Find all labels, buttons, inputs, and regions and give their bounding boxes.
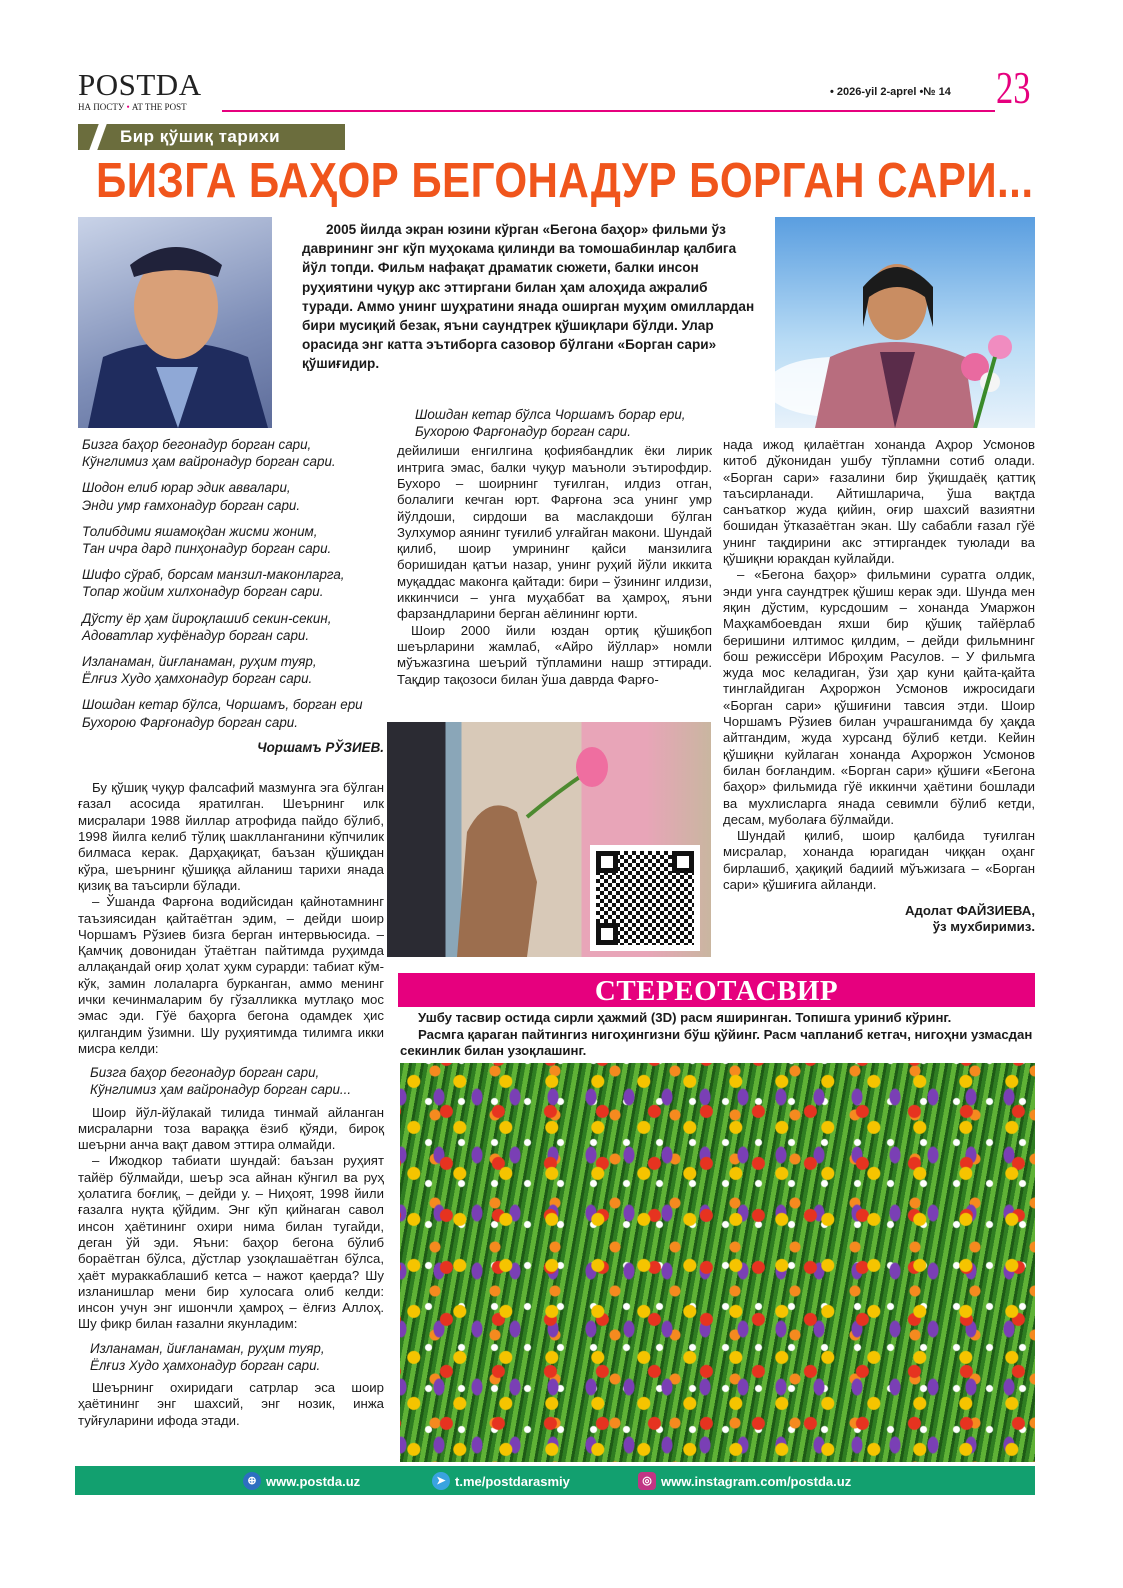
quote-line: Шошдан кетар бўлса Чоршамъ борар ери, [415,407,686,422]
newspaper-logo: POSTDA [78,67,202,102]
quote-line: Изланаман, йиғланаман, руҳим туяр, [90,1340,325,1356]
poem-line: Топар жойим хилхонадур борган сари. [82,584,324,600]
poem-stanza [82,436,384,470]
qr-code[interactable] [590,845,700,951]
poem-line: Шошдан кетар бўлса, Чоршамъ, борган ери [82,697,363,713]
author-byline [723,903,1035,935]
stereo-description [400,1010,1040,1060]
paragraph: Бу қўшиқ чуқур фалсафий мазмунга эга бўлган ғазал асосида яратилган. Шеърнинг илк мисралари 1988 йиллар атрофида пайдо бўлиб, 1998 йилга келиб тўлиқ шаклланганини кўпчилик билмаса керак. Дарҳақиқат, баъзан қўшиқдан кўра, шеърнинг қўшиққа айланиш тарихи янада қизиқ ва таъсирли бўлади. [78,780,384,893]
author-name: Адолат ФАЙЗИЕВА, [905,903,1035,919]
poem-line: Дўсту ёр ҳам йироқлашиб секин-секин, [82,610,332,626]
footer-bar [75,1466,1035,1495]
telegram-link[interactable] [432,1472,570,1490]
poem-line: Ёлғиз Худо ҳамхонадур борган сари. [82,671,313,687]
logo-sub-left: НА ПОСТУ [78,102,125,112]
quote [84,1064,384,1098]
section-rubric [78,124,345,150]
poem-line: Тан ичра дард пинҳонадур борган сари. [82,541,332,557]
telegram-label: t.me/postdarasmiy [455,1473,570,1489]
paragraph: Шеърнинг охиридаги сатрлар эса шоир ҳаётининг энг шахсий, энг нозик, инжа туйғуларини ифода этади. [78,1380,384,1428]
quote-line: Бухорою Фарғонадур борган сари. [415,424,631,440]
poem-line: Шифо сўраб, борсам манзил-маконларга, [82,567,345,583]
quote-line: Кўнглимиз ҳам вайронадур борган сари... [90,1082,352,1098]
telegram-icon: ➤ [432,1472,450,1490]
paragraph: – Ўшанда Фарғона водийсидан қайнотамнинг таъзиясидан қайтаётган эдим, – дейди шоир Чоршамъ Рўзиев бизга берган интервьюсида. – Қамчиқ довонидан ўтаётган пайтимда руҳимда аллақандай оғир ҳолат ҳукм сурарди: табиат кўм-кўк, замин лолаларга бурканган, аммо менинг ички кечинмаларим бу гўзалликка мутлақо мос эмас эди. Гўё баҳорга бегона одамдек ҳис қилгандим ўзимни. Шу руҳиятимда тилимга икки мисра келди: [78,894,384,1056]
logo-sub-dot: • [126,102,130,112]
poem-stanza [82,523,384,557]
page-number: 23 [996,62,1031,113]
middle-column [397,406,712,688]
poem-stanza [82,479,384,513]
poem-stanza [82,566,384,600]
paragraph: – «Бегона баҳор» фильмини суратга олдик, энди унга саундтрек қўшиш керак эди. Шунда мен яқин дўстим, курсдошим – хонанда Умаржон Маҳкамбоевдан яхши бир қўшиқ тайёрлаб беришини илтимос қилдим, – дейди фильмнинг бош режиссёри Иброҳим Расулов. – У фильмга жуда мос келадиган, ўзи ҳар куни қайта-қайта тинглайдиган Аҳроржон Усмонов ижросидаги «Борган сари» қўшиғини тавсия этди. Шоир Чоршамъ Рўзиев билан учрашганимда бу ҳақда айтгандим, жуда хурсанд бўлиб кетди. Кейин қўшиқни куйлаган хонанда Аҳроржон Усмонов билан боғландим. «Борган сари» қўшиғи «Бегона баҳор» фильмида гўё иккинчи ҳаётини бошлади ва мухлисларга янада севимли бўлиб кетди, десам, муболаға бўлмайди. [723,567,1035,827]
paragraph: Шоир йўл-йўлакай тилида тинмай айланган мисраларни тоза вараққа ёзиб қўяди, бироқ шеърни анча вақт давом эттира олмайди. [78,1104,384,1153]
quote-line: Ёлғиз Худо ҳамхонадур борган сари. [90,1357,321,1373]
paragraph: Расмга қараган пайтингиз нигоҳингизни бўш қўйинг. Расм чапланиб кетгач, нигоҳни узмасдан секинлик билан узоқлашинг. [400,1026,1033,1058]
stereogram-image [400,1063,1035,1462]
quote [84,1340,384,1374]
right-column [723,437,1035,935]
poem-line: Толибдими яшамоқдан жисми жоним, [82,523,318,539]
website-label: www.postda.uz [266,1473,361,1489]
poem-line: Бизга баҳор бегонадур борган сари, [82,437,312,452]
singer-photo [775,217,1035,428]
quote-line: Бизга баҳор бегонадур борган сари, [90,1065,320,1081]
poem-stanza [82,653,384,687]
logo-sub-right: AT THE POST [131,102,187,112]
paragraph: Шоир 2000 йили юздан ортиқ қўшиқбоп шеърларини жамлаб, «Айро йўллар» номли мўъжазгина шеърий тўпламини нашр эттиради. Тақдир тақозоси билан ўша даврда Фарғо- [397,622,712,687]
poet-illustration [78,217,272,428]
article-headline: БИЗГА БАҲОР БЕГОНАДУР БОРГАН САРИ... [96,154,1034,208]
paragraph: – Ижодкор табиати шундай: баъзан руҳият тайёр бўлмайди, шеър эса айнан кўнгил ва руҳ ҳолатига боғлиқ, – дейди у. – Ниҳоят, 1998 йили ғазалга нуқта қўйдим. Энг кўп қийнаган савол инсон ҳаётининг охири нима билан тугайди, деган ўй эди. Яъни: баҳор бегона бўлиб бораётган бўлса, дўстлар узоқлашаётган бўлса, ҳаёт мураккаблашиб кетса – нажот қаерда? Шу изланишлар мени бир хулосага олиб келди: инсон учун энг ишончли ҳамроҳ – ёлғиз Аллоҳ. Шу фикр билан ғазални якунладим: [78,1153,384,1332]
article-lead: 2005 йилда экран юзини кўрган «Бегона баҳор» фильми ўз даврининг энг кўп муҳокама қилинди ва томошабинлар қалбига йўл топди. Фильм нафақат драматик сюжети, балки инсон руҳиятини чуқур акс эттиргани билан ҳам алоҳида ажралиб туради. Аммо унинг шуҳратини янада оширган муҳим омиллардан бири мусиқий безак, яъни саундтрек қўшиқлари бўлди. Улар орасида энг катта эътиборга сазовор бўлгани «Борган сари» қўшиғидир. [302,222,755,372]
stereo-banner: СТЕРЕОТАСВИР [398,973,1035,1007]
author-role: ўз мухбиримиз. [932,919,1035,935]
poem-line: Изланаман, йиғланаман, руҳим туяр, [82,654,317,670]
paragraph: Ушбу тасвир остида сирли ҳажмий (3D) расм яширинган. Топишга уриниб кўринг. [418,1010,952,1025]
tulip-photo [387,722,711,957]
issue-date: • 2026-yil 2-aprel •№ 14 [830,86,951,98]
poem-author: Чоршамъ РЎЗИЕВ. [257,739,384,755]
website-link[interactable] [243,1472,360,1490]
poem-line: Кўнглимиз ҳам вайронадур борган сари. [82,454,336,470]
left-column [78,436,384,1429]
instagram-label: www.instagram.com/postda.uz [661,1473,852,1489]
rubric-slash [88,124,108,150]
poem-line: Шодон елиб юрар эдик аввалари, [82,480,291,496]
poem-stanza [82,696,384,730]
poem-line: Бухорою Фарғонадур борган сари. [82,714,298,730]
quote [397,406,712,440]
instagram-link[interactable] [638,1472,851,1490]
globe-icon: ⊕ [243,1472,261,1490]
instagram-icon: ◎ [638,1472,656,1490]
poem-line: Энди умр ғамхонадур борган сари. [82,497,301,513]
paragraph: дейилиши енгилгина қофиябандлик ёки лирик интрига эмас, балки чуқур маъноли эътирофдир. Бухоро – шоирнинг туғилган, илдиз отган, болалиги кечган юрт. Фарғона эса унинг умр йўлдоши, сирдоши ва маслакдоши бўлган Зулхумор аянинг туғилиб улғайган макони. Шундай қилиб, шоир умрининг қайси манзилига боришидан қатъи назар, унинг руҳий йўли иккита муқаддас маконга қайтади: бири – ўзининг илдизи, иккинчиси – унга муҳаббат ва ҳамроҳ, яъни фарзандларини берган аёлининг юрти. [397,443,712,622]
paragraph: Шундай қилиб, шоир қалбида туғилган мисралар, хонанда юрагидан чиққан оҳанг бирлашиб, ҳақиқий бадиий мўъжизага – «Борган сари» қўшиғига айланди. [723,828,1035,893]
singer-illustration [775,217,1035,428]
poem [78,436,384,731]
poem-stanza [82,610,384,644]
rubric-label: Бир қўшиқ тарихи [120,127,281,146]
logo-subtitle [78,102,187,112]
header-rule [222,110,995,112]
paragraph: нада ижод қилаётган хонанда Аҳрор Усмонов китоб дўконидан ушбу тўпламни сотиб олади. «Борган сари» ғазалини бир ўқишдаёқ қаттиқ таъсирланади. Айтишларича, ўша вақтда санъаткор жуда қийин, оғир шахсий вазиятни бошидан ўтказаётган экан. Шу сабабли ғазал гўё унинг тақдирини акс эттиргандек туюлади ва қўшиқни юракдан куйлайди. [723,437,1035,567]
poet-photo [78,217,272,428]
poem-line: Адоватлар хуфёнадур борган сари. [82,627,310,643]
